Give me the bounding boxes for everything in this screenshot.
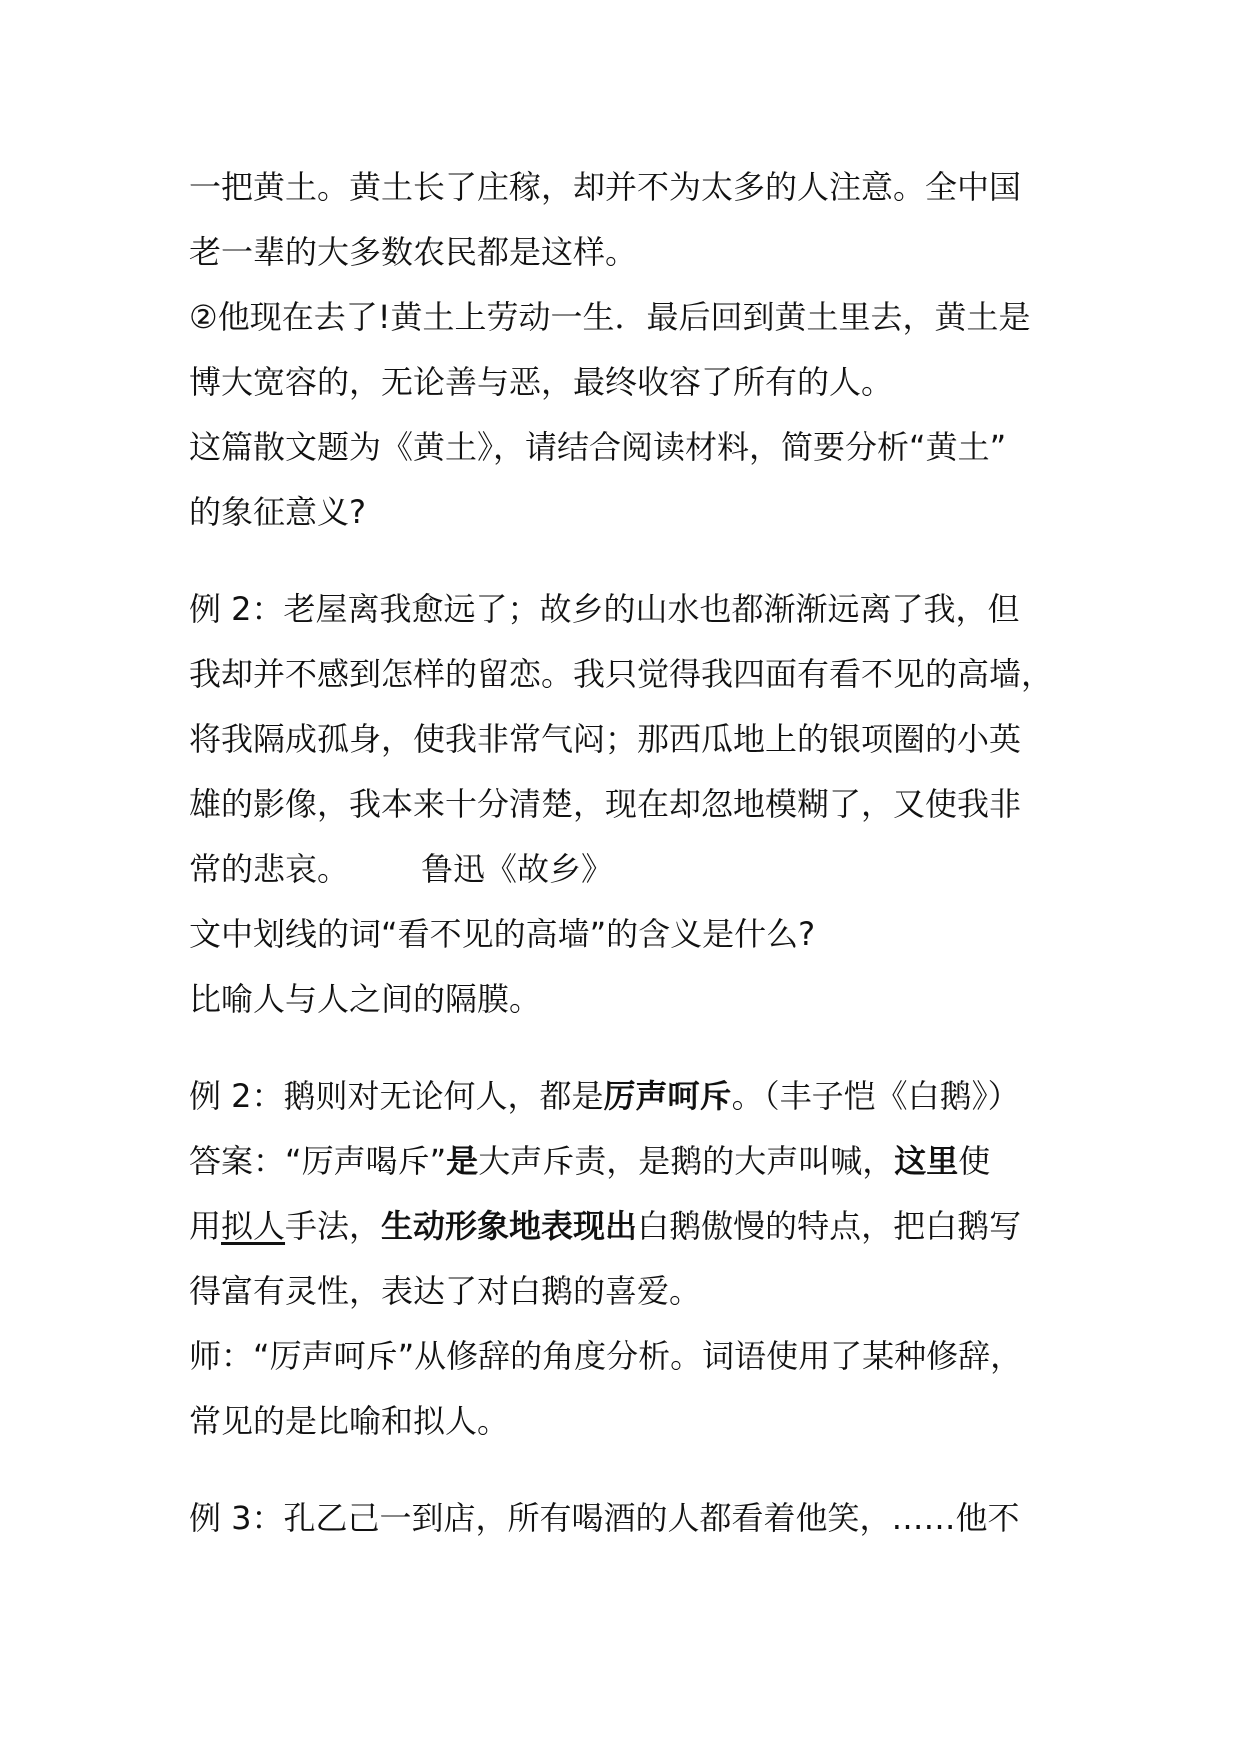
answer-text: 手法，	[285, 1207, 382, 1245]
answer-line: 比喻人与人之间的隔膜。	[189, 980, 542, 1018]
example-line	[189, 1064, 1069, 1129]
example-line: 我却并不感到怎样的留恋。我只觉得我四面有看不见的高墙，	[189, 655, 1054, 693]
paragraph-line: 老一辈的大多数农民都是这样。	[189, 233, 638, 271]
example-line	[189, 837, 1069, 902]
example-line: 将我隔成孤身，使我非常气闷；那西瓜地上的银项圈的小英	[189, 720, 1022, 758]
document-body	[189, 155, 1069, 1551]
paragraph-line: 博大宽容的，无论善与恶，最终收容了所有的人。	[189, 363, 894, 401]
teacher-note-line: 师：“厉声呵斥”从修辞的角度分析。词语使用了某种修辞，	[189, 1337, 1023, 1375]
paragraph-gap	[189, 545, 1069, 577]
paragraph-line: 一把黄土。黄土长了庄稼，却并不为太多的人注意。全中国	[189, 168, 1022, 206]
answer-text: 用	[189, 1207, 222, 1245]
example-text: 例 2：鹅则对无论何人，都是	[189, 1077, 604, 1115]
answer-line	[189, 1194, 1069, 1259]
teacher-note-line: 常见的是比喻和拟人。	[189, 1402, 510, 1440]
source-citation: 鲁迅《故乡》	[421, 850, 614, 888]
paragraph-line: ②他现在去了!黄土上劳动一生．最后回到黄土里去，黄土是	[189, 298, 1031, 336]
example-source: 。（丰子恺《白鹅》）	[731, 1077, 1020, 1115]
bold-keyword: 厉声呵斥	[603, 1077, 732, 1115]
answer-line	[189, 1129, 1069, 1194]
underlined-keyword: 拟人	[221, 1207, 286, 1245]
question-line: 文中划线的词“看不见的高墙”的含义是什么?	[189, 915, 816, 953]
answer-text: 白鹅傲慢的特点，把白鹅写	[637, 1207, 1022, 1245]
answer-text: 大声斥责，是鹅的大声叫喊，	[478, 1142, 895, 1180]
paragraph-gap	[189, 1032, 1069, 1064]
paragraph-gap	[189, 1454, 1069, 1486]
answer-text: 使	[958, 1142, 991, 1180]
question-line: 的象征意义?	[189, 493, 366, 531]
answer-text: 答案：“厉声喝斥”	[189, 1142, 447, 1180]
example-line: 例 3：孔乙己一到店，所有喝酒的人都看着他笑，……他不	[189, 1499, 1020, 1537]
bold-keyword: 生动形象地表现出	[381, 1207, 638, 1245]
example-line: 例 2：老屋离我愈远了；故乡的山水也都渐渐远离了我，但	[189, 590, 1020, 628]
question-line: 这篇散文题为《黄土》，请结合阅读材料，简要分析“黄土”	[189, 428, 1007, 466]
example-text: 常的悲哀。	[189, 850, 350, 888]
bold-keyword: 这里	[894, 1142, 959, 1180]
example-line: 雄的影像，我本来十分清楚，现在却忽地模糊了，又使我非	[189, 785, 1022, 823]
answer-line: 得富有灵性，表达了对白鹅的喜爱。	[189, 1272, 702, 1310]
bold-keyword: 是	[446, 1142, 479, 1180]
